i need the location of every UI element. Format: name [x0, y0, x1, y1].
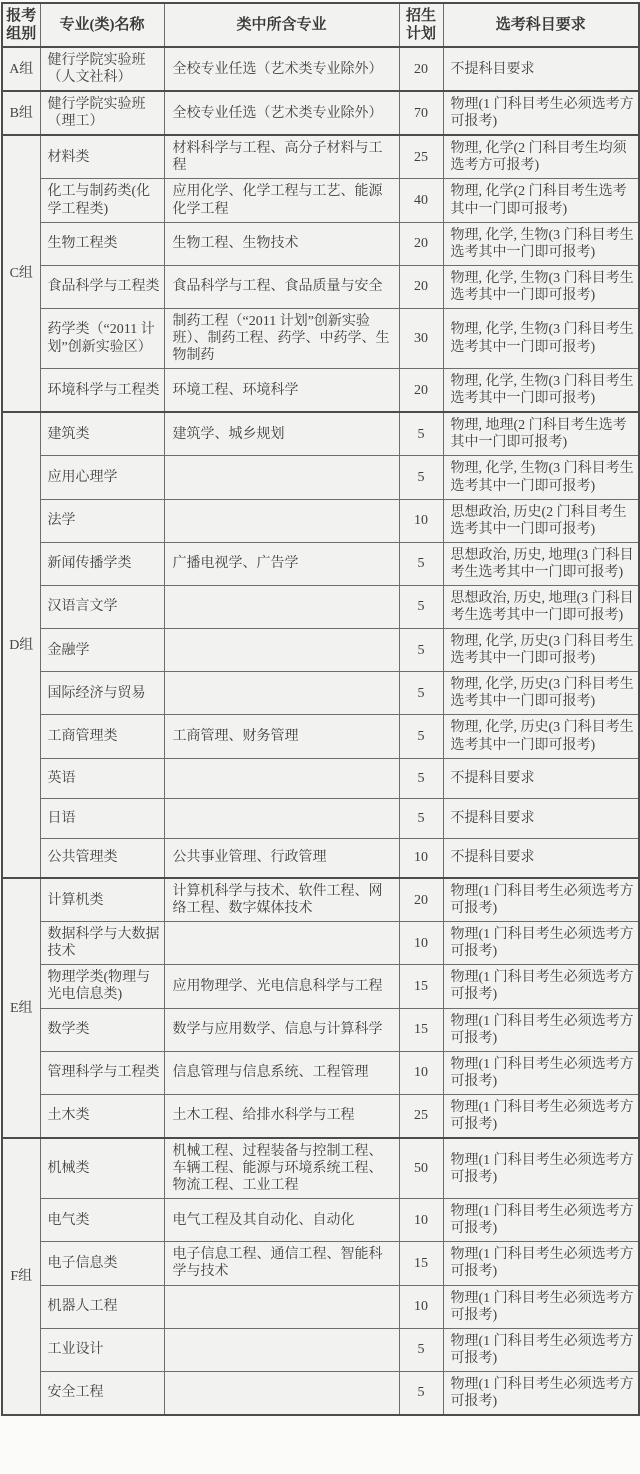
major-name-cell: 法学	[40, 499, 164, 542]
enrollment-plan-cell: 30	[399, 308, 443, 368]
major-name-cell: 化工与制药类(化学工程类)	[40, 179, 164, 222]
major-name-cell: 数据科学与大数据技术	[40, 922, 164, 965]
subject-requirement-cell: 物理(1 门科目考生必须选考方可报考)	[443, 1094, 639, 1138]
header-included-majors: 类中所含专业	[164, 3, 399, 47]
table-row	[2, 1242, 639, 1285]
included-majors-cell: 建筑学、城乡规划	[164, 412, 399, 456]
major-name-cell: 电子信息类	[40, 1242, 164, 1285]
included-majors-cell: 环境工程、环境科学	[164, 369, 399, 413]
major-name-cell: 数学类	[40, 1008, 164, 1051]
included-majors-cell: 土木工程、给排水科学与工程	[164, 1094, 399, 1138]
enrollment-plan-cell: 50	[399, 1138, 443, 1199]
table-row	[2, 308, 639, 368]
subject-requirement-cell: 不提科目要求	[443, 838, 639, 878]
included-majors-cell: 电子信息工程、通信工程、智能科学与技术	[164, 1242, 399, 1285]
included-majors-cell	[164, 798, 399, 838]
table-row	[2, 1008, 639, 1051]
table-row	[2, 878, 639, 922]
subject-requirement-cell: 思想政治, 历史, 地理(3 门科目考生选考其中一门即可报考)	[443, 585, 639, 628]
subject-requirement-cell: 物理(1 门科目考生必须选考方可报考)	[443, 1051, 639, 1094]
included-majors-cell	[164, 1285, 399, 1328]
table-row	[2, 1328, 639, 1371]
enrollment-plan-cell: 5	[399, 798, 443, 838]
included-majors-cell: 全校专业任选（艺术类专业除外）	[164, 91, 399, 135]
table-row	[2, 179, 639, 222]
subject-requirement-cell: 物理(1 门科目考生必须选考方可报考)	[443, 1199, 639, 1242]
included-majors-cell: 材料科学与工程、高分子材料与工程	[164, 135, 399, 179]
major-name-cell: 材料类	[40, 135, 164, 179]
table-row	[2, 542, 639, 585]
subject-requirement-cell: 物理, 化学, 生物(3 门科目考生选考其中一门即可报考)	[443, 456, 639, 499]
subject-requirement-cell: 物理, 地理(2 门科目考生选考其中一门即可报考)	[443, 412, 639, 456]
major-name-cell: 机械类	[40, 1138, 164, 1199]
enrollment-plan-cell: 15	[399, 965, 443, 1008]
included-majors-cell: 数学与应用数学、信息与计算科学	[164, 1008, 399, 1051]
enrollment-plan-cell: 10	[399, 499, 443, 542]
enrollment-plan-cell: 15	[399, 1008, 443, 1051]
major-name-cell: 汉语言文学	[40, 585, 164, 628]
table-body	[2, 47, 639, 1415]
subject-requirement-cell: 不提科目要求	[443, 758, 639, 798]
included-majors-cell	[164, 585, 399, 628]
included-majors-cell: 制药工程（“2011 计划”创新实验班）、制药工程、药学、中药学、生物制药	[164, 308, 399, 368]
table-row	[2, 798, 639, 838]
included-majors-cell	[164, 922, 399, 965]
included-majors-cell: 全校专业任选（艺术类专业除外）	[164, 47, 399, 91]
enrollment-plan-cell: 25	[399, 1094, 443, 1138]
enrollment-plan-cell: 5	[399, 412, 443, 456]
major-name-cell: 健行学院实验班（人文社科）	[40, 47, 164, 91]
enrollment-plan-cell: 10	[399, 1285, 443, 1328]
group-label-cell: A组	[2, 47, 40, 91]
group-label-cell: F组	[2, 1138, 40, 1415]
table-row	[2, 412, 639, 456]
enrollment-plan-cell: 15	[399, 1242, 443, 1285]
enrollment-plan-cell: 70	[399, 91, 443, 135]
subject-requirement-cell: 物理, 化学, 历史(3 门科目考生选考其中一门即可报考)	[443, 672, 639, 715]
included-majors-cell: 计算机科学与技术、软件工程、网络工程、数字媒体技术	[164, 878, 399, 922]
group-label-cell: D组	[2, 412, 40, 878]
enrollment-plan-cell: 20	[399, 222, 443, 265]
table-row	[2, 838, 639, 878]
included-majors-cell	[164, 629, 399, 672]
table-row	[2, 222, 639, 265]
major-name-cell: 计算机类	[40, 878, 164, 922]
major-name-cell: 新闻传播学类	[40, 542, 164, 585]
included-majors-cell: 信息管理与信息系统、工程管理	[164, 1051, 399, 1094]
table-row	[2, 1138, 639, 1199]
subject-requirement-cell: 物理(1 门科目考生必须选考方可报考)	[443, 1138, 639, 1199]
enrollment-plan-cell: 5	[399, 672, 443, 715]
major-name-cell: 公共管理类	[40, 838, 164, 878]
subject-requirement-cell: 物理, 化学, 历史(3 门科目考生选考其中一门即可报考)	[443, 715, 639, 758]
header-enrollment-plan: 招生计划	[399, 3, 443, 47]
table-row	[2, 1371, 639, 1415]
subject-requirement-cell: 物理(1 门科目考生必须选考方可报考)	[443, 965, 639, 1008]
table-row	[2, 965, 639, 1008]
header-major-name: 专业(类)名称	[40, 3, 164, 47]
major-name-cell: 工业设计	[40, 1328, 164, 1371]
included-majors-cell: 公共事业管理、行政管理	[164, 838, 399, 878]
included-majors-cell: 应用化学、化学工程与工艺、能源化学工程	[164, 179, 399, 222]
included-majors-cell: 食品科学与工程、食品质量与安全	[164, 265, 399, 308]
enrollment-plan-cell: 10	[399, 838, 443, 878]
enrollment-plan-cell: 10	[399, 1199, 443, 1242]
table-row	[2, 585, 639, 628]
table-row	[2, 1285, 639, 1328]
included-majors-cell: 电气工程及其自动化、自动化	[164, 1199, 399, 1242]
subject-requirement-cell: 物理, 化学, 生物(3 门科目考生选考其中一门即可报考)	[443, 369, 639, 413]
major-name-cell: 日语	[40, 798, 164, 838]
subject-requirement-cell: 物理, 化学(2 门科目考生选考其中一门即可报考)	[443, 179, 639, 222]
group-label-cell: E组	[2, 878, 40, 1138]
major-name-cell: 环境科学与工程类	[40, 369, 164, 413]
enrollment-plan-cell: 20	[399, 878, 443, 922]
included-majors-cell: 工商管理、财务管理	[164, 715, 399, 758]
major-name-cell: 应用心理学	[40, 456, 164, 499]
included-majors-cell	[164, 499, 399, 542]
group-label-cell: B组	[2, 91, 40, 135]
enrollment-plan-cell: 20	[399, 47, 443, 91]
subject-requirement-cell: 物理, 化学, 历史(3 门科目考生选考其中一门即可报考)	[443, 629, 639, 672]
major-name-cell: 食品科学与工程类	[40, 265, 164, 308]
included-majors-cell	[164, 456, 399, 499]
subject-requirement-cell: 思想政治, 历史, 地理(3 门科目考生选考其中一门即可报考)	[443, 542, 639, 585]
table-row	[2, 456, 639, 499]
major-name-cell: 药学类（“2011 计划”创新实验区）	[40, 308, 164, 368]
subject-requirement-cell: 物理, 化学, 生物(3 门科目考生选考其中一门即可报考)	[443, 222, 639, 265]
included-majors-cell: 应用物理学、光电信息科学与工程	[164, 965, 399, 1008]
enrollment-plan-cell: 10	[399, 1051, 443, 1094]
major-name-cell: 健行学院实验班（理工）	[40, 91, 164, 135]
enrollment-plan-cell: 5	[399, 1371, 443, 1415]
subject-requirement-cell: 物理(1 门科目考生必须选考方可报考)	[443, 91, 639, 135]
included-majors-cell: 广播电视学、广告学	[164, 542, 399, 585]
major-name-cell: 电气类	[40, 1199, 164, 1242]
header-row	[2, 3, 639, 47]
enrollment-plan-cell: 5	[399, 585, 443, 628]
enrollment-plan-cell: 5	[399, 715, 443, 758]
included-majors-cell	[164, 672, 399, 715]
major-name-cell: 金融学	[40, 629, 164, 672]
enrollment-plan-cell: 5	[399, 758, 443, 798]
header-application-group: 报考组别	[2, 3, 40, 47]
enrollment-plan-cell: 20	[399, 369, 443, 413]
table-row	[2, 1199, 639, 1242]
subject-requirement-cell: 思想政治, 历史(2 门科目考生选考其中一门即可报考)	[443, 499, 639, 542]
table-row	[2, 1051, 639, 1094]
table-row	[2, 499, 639, 542]
major-name-cell: 机器人工程	[40, 1285, 164, 1328]
major-name-cell: 安全工程	[40, 1371, 164, 1415]
subject-requirement-cell: 不提科目要求	[443, 798, 639, 838]
subject-requirement-cell: 物理(1 门科目考生必须选考方可报考)	[443, 878, 639, 922]
major-name-cell: 物理学类(物理与光电信息类)	[40, 965, 164, 1008]
table-row	[2, 629, 639, 672]
included-majors-cell: 生物工程、生物技术	[164, 222, 399, 265]
subject-requirement-cell: 物理(1 门科目考生必须选考方可报考)	[443, 1008, 639, 1051]
table-row	[2, 369, 639, 413]
enrollment-plan-cell: 10	[399, 922, 443, 965]
subject-requirement-cell: 物理(1 门科目考生必须选考方可报考)	[443, 1242, 639, 1285]
subject-requirement-cell: 不提科目要求	[443, 47, 639, 91]
major-name-cell: 管理科学与工程类	[40, 1051, 164, 1094]
major-name-cell: 生物工程类	[40, 222, 164, 265]
enrollment-plan-cell: 20	[399, 265, 443, 308]
included-majors-cell: 机械工程、过程装备与控制工程、车辆工程、能源与环境系统工程、物流工程、工业工程	[164, 1138, 399, 1199]
admissions-table	[1, 2, 640, 1416]
subject-requirement-cell: 物理, 化学, 生物(3 门科目考生选考其中一门即可报考)	[443, 265, 639, 308]
enrollment-plan-cell: 5	[399, 542, 443, 585]
included-majors-cell	[164, 1328, 399, 1371]
table-row	[2, 672, 639, 715]
table-row	[2, 265, 639, 308]
subject-requirement-cell: 物理(1 门科目考生必须选考方可报考)	[443, 922, 639, 965]
header-subject-requirements: 选考科目要求	[443, 3, 639, 47]
subject-requirement-cell: 物理(1 门科目考生必须选考方可报考)	[443, 1285, 639, 1328]
major-name-cell: 国际经济与贸易	[40, 672, 164, 715]
enrollment-plan-cell: 5	[399, 1328, 443, 1371]
table-row	[2, 922, 639, 965]
enrollment-plan-cell: 40	[399, 179, 443, 222]
included-majors-cell	[164, 1371, 399, 1415]
included-majors-cell	[164, 758, 399, 798]
enrollment-plan-cell: 5	[399, 456, 443, 499]
table-row	[2, 715, 639, 758]
major-name-cell: 建筑类	[40, 412, 164, 456]
table-row	[2, 47, 639, 91]
major-name-cell: 土木类	[40, 1094, 164, 1138]
major-name-cell: 工商管理类	[40, 715, 164, 758]
enrollment-plan-cell: 5	[399, 629, 443, 672]
group-label-cell: C组	[2, 135, 40, 412]
enrollment-plan-cell: 25	[399, 135, 443, 179]
subject-requirement-cell: 物理(1 门科目考生必须选考方可报考)	[443, 1371, 639, 1415]
table-row	[2, 135, 639, 179]
subject-requirement-cell: 物理(1 门科目考生必须选考方可报考)	[443, 1328, 639, 1371]
major-name-cell: 英语	[40, 758, 164, 798]
table-row	[2, 91, 639, 135]
table-row	[2, 758, 639, 798]
subject-requirement-cell: 物理, 化学(2 门科目考生均须选考方可报考)	[443, 135, 639, 179]
subject-requirement-cell: 物理, 化学, 生物(3 门科目考生选考其中一门即可报考)	[443, 308, 639, 368]
table-row	[2, 1094, 639, 1138]
